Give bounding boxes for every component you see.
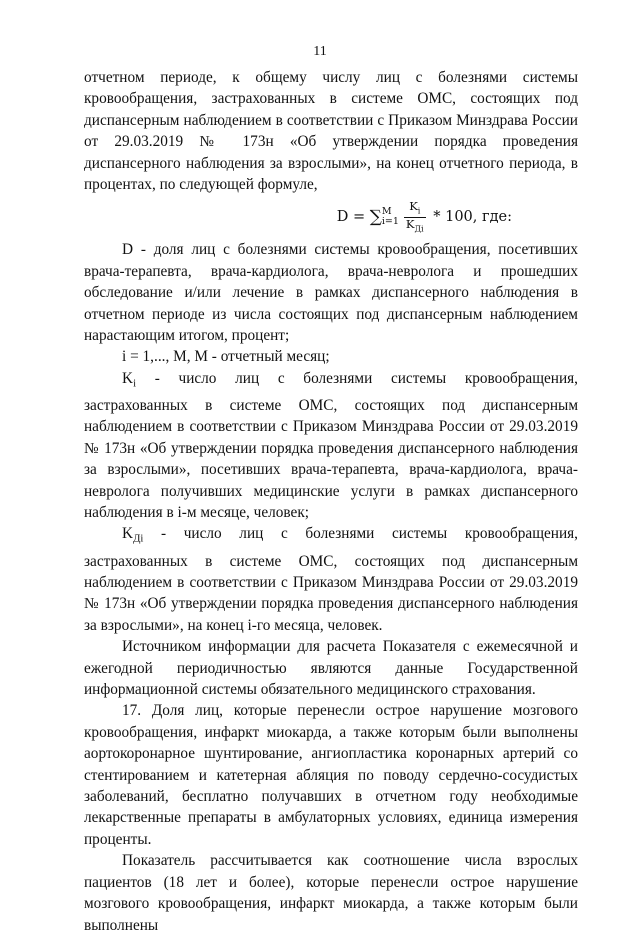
definition-d-text: - доля лиц с болезнями системы кровообращения, посетивших врача-терапевта, врача-кардиолога, врача-невролога и прошедших обследование и/или лечение в рамках диспансерного наблюдения в отчетном периоде из числа состоящих под диспансерным наблюдением нарастающим итогом, процент;	[84, 241, 578, 345]
page-number: 11	[313, 44, 327, 59]
paragraph-calculation: Показатель рассчитывается как соотношение числа взрослых пациентов (18 лет и более), которые перенесли острое нарушение мозгового кровообращения, инфаркт миокарда, а также которым были выполнены	[84, 852, 578, 934]
definition-ki-text: - число лиц с болезнями системы кровообращения, застрахованных в системе ОМС, состоящих под диспансерным наблюдением в соответствии с Приказом Минздрава России от 29.03.2019 № 173н «Об утверждении порядка проведения диспансерного наблюдения за взрослыми», посетивших врача-терапевта, врача-кардиолога, врача-невролога получивших медицинские услуги в рамках диспансерного наблюдения в i-м месяце, человек;	[84, 369, 578, 522]
definition-kdi	[84, 523, 578, 636]
definition-d	[84, 239, 578, 346]
document-body	[84, 67, 578, 936]
denominator-subscript: Дi	[414, 224, 424, 234]
definition-kdi-text: - число лиц с болезнями системы кровообращения, застрахованных в системе ОМС, состоящих под диспансерным наблюдением в соответствии с Приказом Минздрава России от 29.03.2019 № 173н «Об утверждении порядка проведения диспансерного наблюдения за взрослыми», на конец i-го месяца, человек.	[84, 525, 578, 634]
definition-i: i = 1,..., M, M - отчетный месяц;	[122, 348, 330, 366]
formula-denominator	[404, 218, 426, 235]
numerator-subscript: i	[417, 205, 421, 215]
formula-upper-limit: M	[381, 206, 392, 218]
formula	[84, 197, 578, 235]
formula-numerator	[404, 200, 426, 218]
definition-d-symbol: D	[122, 241, 134, 259]
paragraph-continuation: отчетном периоде, к общему числу лиц с болезнями системы кровообращения, застрахованных в системе ОМС, состоящих под диспансерным наблюдением в соответствии с Приказом Минздрава России от 29.03.2019 № 173н «Об утверждении порядка проведения диспансерного наблюдения за взрослыми», на конец отчетного периода, в процентах, по следующей формуле,	[84, 69, 578, 194]
formula-tail: * 100, где:	[428, 209, 512, 226]
formula-fraction	[404, 200, 426, 236]
denominator-symbol: K	[405, 216, 415, 231]
formula-lhs: D =	[336, 209, 370, 226]
definition-kdi-symbol: K	[122, 525, 134, 543]
paragraph-item-17: 17. Доля лиц, которые перенесли острое нарушение мозгового кровообращения, инфаркт миокарда, а также которым были выполнены аортокоронарное шунтирование, ангиопластика коронарных артерий со стентированием и катетерная абляция по поводу сердечно-сосудистых заболеваний, бесплатно получавших в отчетном году необходимые лекарственные препараты в амбулаторных условиях, единица измерения проценты.	[84, 702, 578, 848]
definition-kdi-subscript: Дi	[133, 533, 144, 546]
numerator-symbol: K	[409, 198, 418, 213]
formula-sum-limits	[382, 207, 399, 227]
formula-lower-limit: i=1	[381, 216, 399, 228]
formula-sum-sign: ∑	[369, 207, 382, 228]
definition-ki-subscript: i	[133, 377, 137, 390]
definition-ki-symbol: K	[122, 369, 134, 387]
paragraph-data-source: Источником информации для расчета Показателя с ежемесячной и ежегодной периодичностью являются данные Государственной информационной системы обязательного медицинского страхования.	[84, 638, 578, 699]
definition-ki	[84, 368, 578, 524]
